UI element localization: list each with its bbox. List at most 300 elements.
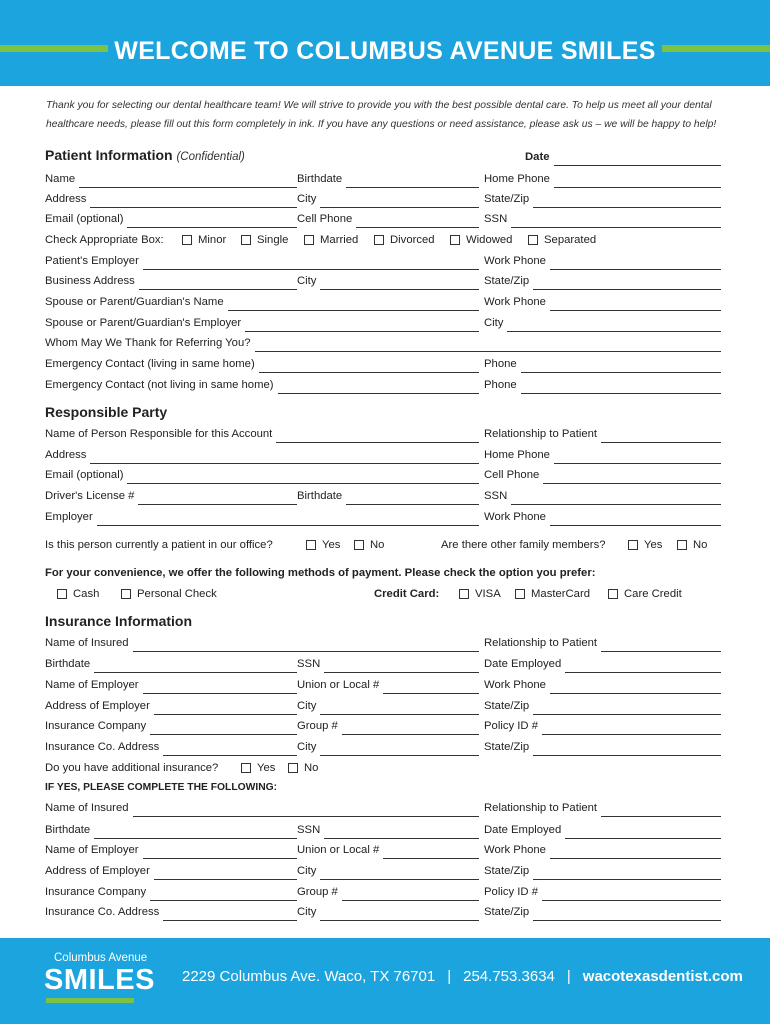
footer-separator: | [566, 968, 571, 985]
row-referral [45, 334, 721, 352]
insured-union-2-field[interactable] [297, 841, 479, 859]
birthdate-label: Birthdate [297, 490, 343, 502]
insured-state-zip-field[interactable] [484, 697, 721, 715]
responsible-home-phone-field[interactable] [484, 446, 721, 464]
checkbox-square[interactable] [306, 540, 316, 550]
checkbox-single[interactable] [241, 231, 288, 249]
row-date [45, 148, 721, 166]
checkbox-personal-check[interactable] [121, 585, 217, 603]
phone-line[interactable] [521, 359, 721, 373]
intro-text [46, 96, 736, 134]
spouse-city-field[interactable] [484, 314, 721, 332]
responsible-relationship-field[interactable] [484, 425, 721, 443]
row-employer [45, 252, 721, 270]
city-label: City [484, 317, 504, 329]
name-label: Name [45, 173, 76, 185]
checkbox-square[interactable] [515, 589, 525, 599]
insured-relationship-2-field[interactable] [484, 799, 721, 817]
emergency-not-phone-field[interactable] [484, 376, 721, 394]
cell-phone-field[interactable] [297, 210, 479, 228]
group-line[interactable] [342, 721, 479, 735]
date-employed-line[interactable] [565, 659, 721, 673]
insured-work-phone-2-field[interactable] [484, 841, 721, 859]
row-address [45, 190, 721, 208]
checkbox-square[interactable] [374, 235, 384, 245]
ssn-line[interactable] [324, 825, 479, 839]
insured-ssn-field[interactable] [297, 655, 479, 673]
date-line[interactable] [554, 152, 722, 166]
state-zip-label: State/Zip [484, 865, 530, 877]
row-insured-employer-2 [45, 841, 721, 859]
patient-employer-field[interactable] [45, 252, 479, 270]
logo-main-text: SMILES [44, 964, 155, 996]
birthdate-line[interactable] [346, 491, 479, 505]
emergency-same-label: Emergency Contact (living in same home) [45, 358, 255, 370]
footer-website-link[interactable]: wacotexasdentist.com [582, 968, 743, 985]
work-phone-field[interactable] [484, 252, 721, 270]
checkbox-square[interactable] [628, 540, 638, 550]
ssn-label: SSN [484, 213, 508, 225]
checkbox-square[interactable] [304, 235, 314, 245]
responsible-address-field[interactable] [45, 446, 479, 464]
spouse-employer-label: Spouse or Parent/Guardian's Employer [45, 317, 242, 329]
company-label: Insurance Company [45, 720, 147, 732]
company-line[interactable] [150, 721, 297, 735]
state-zip-label: State/Zip [484, 906, 530, 918]
row-insured-name [45, 634, 721, 652]
checkbox-separated[interactable] [528, 231, 596, 249]
row-insured-employer-address [45, 697, 721, 715]
insured-date-employed-2-field[interactable] [484, 821, 721, 839]
work-phone-label: Work Phone [484, 296, 546, 308]
checkbox-mastercard[interactable] [515, 585, 590, 603]
date-field[interactable] [525, 148, 721, 166]
insured-employer-address-field[interactable] [45, 697, 297, 715]
email-label: Email (optional) [45, 213, 124, 225]
referral-line[interactable] [255, 338, 721, 352]
checkbox-visa[interactable] [459, 585, 501, 603]
ssn-line[interactable] [324, 659, 479, 673]
row-emergency-not [45, 376, 721, 394]
cell-phone-line[interactable] [543, 470, 721, 484]
responsible-work-phone-field[interactable] [484, 508, 721, 526]
work-phone-line[interactable] [550, 256, 721, 270]
checkbox-square[interactable] [608, 589, 618, 599]
row-responsible-questions [45, 536, 721, 554]
emergency-same-field[interactable] [45, 355, 479, 373]
responsible-name-label: Name of Person Responsible for this Account [45, 428, 273, 440]
option-label: Yes [322, 539, 341, 551]
city-line[interactable] [320, 701, 479, 715]
option-label: Yes [257, 762, 276, 774]
employer-address-line[interactable] [154, 701, 297, 715]
checkbox-square[interactable] [57, 589, 67, 599]
cell-phone-label: Cell Phone [484, 469, 540, 481]
ssn-label: SSN [484, 490, 508, 502]
insurance-state-zip-field[interactable] [484, 738, 721, 756]
employer-label: Employer [45, 511, 93, 523]
row-additional-insurance [45, 759, 721, 777]
row-insurance-address [45, 738, 721, 756]
home-phone-line[interactable] [554, 174, 721, 188]
patient-title-text: Patient Information [45, 147, 173, 163]
row-spouse-employer [45, 314, 721, 332]
insured-name-field[interactable] [45, 634, 479, 652]
state-zip-label: State/Zip [484, 700, 530, 712]
checkbox-square[interactable] [121, 589, 131, 599]
email-field[interactable] [45, 210, 297, 228]
state-zip-line[interactable] [533, 742, 721, 756]
company-address-line[interactable] [163, 742, 297, 756]
responsible-section-title: Responsible Party [45, 404, 168, 420]
current-patient-question: Is this person currently a patient in our office? [45, 539, 273, 551]
option-label: MasterCard [531, 588, 591, 600]
ssn-line[interactable] [511, 214, 721, 228]
company-address-line[interactable] [163, 907, 297, 921]
checkbox-minor[interactable] [182, 231, 226, 249]
checkbox-married[interactable] [304, 231, 358, 249]
option-label: No [304, 762, 319, 774]
union-line[interactable] [383, 845, 479, 859]
emergency-same-line[interactable] [259, 359, 479, 373]
employer-label: Name of Employer [45, 679, 139, 691]
employer-address-label: Address of Employer [45, 700, 150, 712]
checkbox-square[interactable] [450, 235, 460, 245]
logo-top-text: Columbus Avenue [54, 952, 148, 964]
insured-relationship-field[interactable] [484, 634, 721, 652]
city-line[interactable] [320, 194, 479, 208]
option-label: No [370, 539, 385, 551]
policy-line[interactable] [542, 887, 721, 901]
state-zip-label: State/Zip [484, 193, 530, 205]
insured-birthdate-2-field[interactable] [45, 821, 297, 839]
home-phone-label: Home Phone [484, 449, 550, 461]
employer-label: Name of Employer [45, 844, 139, 856]
responsible-name-line[interactable] [276, 429, 479, 443]
row-name [45, 170, 721, 188]
spouse-name-label: Spouse or Parent/Guardian's Name [45, 296, 224, 308]
check-box-label: Check Appropriate Box: [45, 234, 164, 246]
row-insurance-address-2 [45, 903, 721, 921]
footer-address: 2229 Columbus Ave. Waco, TX 76701 [182, 968, 436, 985]
insured-state-zip-2-field[interactable] [484, 862, 721, 880]
birthdate-label: Birthdate [45, 824, 91, 836]
checkbox-square[interactable] [241, 763, 251, 773]
referral-field[interactable] [45, 334, 721, 352]
option-label: Separated [544, 234, 597, 246]
page-title: WELCOME TO COLUMBUS AVENUE SMILES [114, 37, 656, 65]
cell-phone-line[interactable] [356, 214, 479, 228]
checkbox-divorced[interactable] [374, 231, 435, 249]
policy-line[interactable] [542, 721, 721, 735]
insurance-group-2-field[interactable] [297, 883, 479, 901]
row-responsible-address [45, 446, 721, 464]
state-zip-line[interactable] [533, 194, 721, 208]
union-line[interactable] [383, 680, 479, 694]
ssn-label: SSN [297, 824, 321, 836]
page-header [0, 0, 770, 86]
footer-contact [182, 966, 743, 988]
city-line[interactable] [320, 907, 479, 921]
insurance-company-2-field[interactable] [45, 883, 297, 901]
city-line[interactable] [507, 318, 721, 332]
birthdate-line[interactable] [94, 825, 297, 839]
birthdate-field[interactable] [297, 170, 479, 188]
employer-address-label: Address of Employer [45, 865, 150, 877]
responsible-employer-field[interactable] [45, 508, 479, 526]
phone-label: Phone [484, 379, 517, 391]
option-label: Single [257, 234, 289, 246]
patient-title-note: (Confidential) [176, 151, 245, 163]
insurance-state-zip-2-field[interactable] [484, 903, 721, 921]
relationship-label: Relationship to Patient [484, 637, 598, 649]
insurance-group-field[interactable] [297, 717, 479, 735]
emergency-not-line[interactable] [278, 380, 479, 394]
option-label: VISA [475, 588, 501, 600]
responsible-name-field[interactable] [45, 425, 479, 443]
work-phone-label: Work Phone [484, 511, 546, 523]
employer-line[interactable] [143, 256, 479, 270]
insured-employer-2-field[interactable] [45, 841, 297, 859]
option-label: Widowed [466, 234, 513, 246]
company-label: Insurance Company [45, 886, 147, 898]
relationship-label: Relationship to Patient [484, 802, 598, 814]
birthdate-line[interactable] [346, 174, 479, 188]
row-responsible-employer [45, 508, 721, 526]
insurance-company-field[interactable] [45, 717, 297, 735]
email-line[interactable] [127, 214, 297, 228]
row-insured-employer-address-2 [45, 862, 721, 880]
birthdate-label: Birthdate [297, 173, 343, 185]
emergency-not-field[interactable] [45, 376, 479, 394]
state-zip-line[interactable] [533, 866, 721, 880]
date-employed-line[interactable] [565, 825, 721, 839]
company-line[interactable] [150, 887, 297, 901]
insured-city-field[interactable] [297, 697, 479, 715]
business-address-label: Business Address [45, 275, 135, 287]
state-zip-line[interactable] [533, 701, 721, 715]
responsible-ssn-field[interactable] [484, 487, 721, 505]
relationship-line[interactable] [601, 803, 721, 817]
relationship-label: Relationship to Patient [484, 428, 598, 440]
checkbox-care-credit[interactable] [608, 585, 682, 603]
spouse-employer-line[interactable] [245, 318, 479, 332]
city-label: City [297, 906, 317, 918]
row-spouse-name [45, 293, 721, 311]
row-responsible-license [45, 487, 721, 505]
insurance-policy-field[interactable] [484, 717, 721, 735]
company-address-label: Insurance Co. Address [45, 906, 160, 918]
row-insured-birthdate [45, 655, 721, 673]
insured-birthdate-field[interactable] [45, 655, 297, 673]
address-line[interactable] [90, 450, 479, 464]
city-line[interactable] [320, 276, 479, 290]
name-field[interactable] [45, 170, 297, 188]
row-insurance-company-2 [45, 883, 721, 901]
company-address-label: Insurance Co. Address [45, 741, 160, 753]
checkbox-square[interactable] [354, 540, 364, 550]
date-employed-label: Date Employed [484, 824, 562, 836]
work-phone-line[interactable] [550, 512, 721, 526]
checkbox-square[interactable] [677, 540, 687, 550]
insurance-address-2-field[interactable] [45, 903, 297, 921]
group-line[interactable] [342, 887, 479, 901]
employer-line[interactable] [97, 512, 479, 526]
intro-line-2: healthcare needs, please fill out this form completely in ink. If you have any questions or need assistance, please ask us – we will be happy to help! [46, 119, 717, 130]
ssn-line[interactable] [511, 491, 721, 505]
work-phone-line[interactable] [550, 845, 721, 859]
business-city-field[interactable] [297, 272, 479, 290]
insured-name-2-field[interactable] [45, 799, 479, 817]
logo-underline [46, 998, 134, 1003]
city-field[interactable] [297, 190, 479, 208]
credit-card-label: Credit Card: [374, 588, 440, 600]
employer-label: Patient's Employer [45, 255, 139, 267]
intro-line-1: Thank you for selecting our dental healthcare team! We will strive to provide you with the best possible dental care. To help us meet all your dental [46, 100, 712, 111]
employer-line[interactable] [143, 845, 297, 859]
name-line[interactable] [79, 174, 297, 188]
checkbox-family-no[interactable] [677, 536, 707, 554]
insured-city-2-field[interactable] [297, 862, 479, 880]
city-line[interactable] [320, 742, 479, 756]
checkbox-square[interactable] [459, 589, 469, 599]
insurance-city-2-field[interactable] [297, 903, 479, 921]
ssn-label: SSN [297, 658, 321, 670]
work-phone-label: Work Phone [484, 679, 546, 691]
license-line[interactable] [138, 491, 297, 505]
phone-label: Phone [484, 358, 517, 370]
row-emergency-same [45, 355, 721, 373]
drivers-license-field[interactable] [45, 487, 297, 505]
insured-date-employed-field[interactable] [484, 655, 721, 673]
columbus-avenue-smiles-logo [44, 952, 155, 1004]
work-phone-line[interactable] [550, 680, 721, 694]
spouse-work-phone-field[interactable] [484, 293, 721, 311]
footer-phone[interactable]: 254.753.3634 [463, 968, 555, 985]
checkbox-square[interactable] [182, 235, 192, 245]
if-yes-note: IF YES, PLEASE COMPLETE THE FOLLOWING: [45, 782, 278, 793]
spouse-name-line[interactable] [228, 297, 479, 311]
checkbox-additional-no[interactable] [288, 759, 318, 777]
checkbox-family-yes[interactable] [628, 536, 662, 554]
relationship-line[interactable] [601, 638, 721, 652]
row-insurance-company [45, 717, 721, 735]
row-business-address [45, 272, 721, 290]
address-label: Address [45, 193, 87, 205]
city-label: City [297, 193, 317, 205]
checkbox-current-patient-yes[interactable] [306, 536, 340, 554]
work-phone-line[interactable] [550, 297, 721, 311]
spouse-employer-field[interactable] [45, 314, 479, 332]
email-line[interactable] [127, 470, 479, 484]
responsible-cell-phone-field[interactable] [484, 466, 721, 484]
state-zip-field[interactable] [484, 190, 721, 208]
birthdate-label: Birthdate [45, 658, 91, 670]
relationship-line[interactable] [601, 429, 721, 443]
home-phone-field[interactable] [484, 170, 721, 188]
insured-ssn-2-field[interactable] [297, 821, 479, 839]
insured-line[interactable] [133, 638, 479, 652]
insurance-policy-2-field[interactable] [484, 883, 721, 901]
union-label: Union or Local # [297, 844, 380, 856]
checkbox-square[interactable] [528, 235, 538, 245]
option-label: Cash [73, 588, 100, 600]
work-phone-label: Work Phone [484, 255, 546, 267]
option-label: No [693, 539, 708, 551]
option-label: Personal Check [137, 588, 217, 600]
city-label: City [297, 741, 317, 753]
home-phone-line[interactable] [554, 450, 721, 464]
checkbox-widowed[interactable] [450, 231, 512, 249]
row-email [45, 210, 721, 228]
checkbox-square[interactable] [288, 763, 298, 773]
referral-label: Whom May We Thank for Referring You? [45, 337, 251, 349]
phone-line[interactable] [521, 380, 721, 394]
employer-line[interactable] [143, 680, 297, 694]
page-footer [0, 938, 770, 1024]
address-line[interactable] [90, 194, 297, 208]
spouse-name-field[interactable] [45, 293, 479, 311]
cell-phone-label: Cell Phone [297, 213, 353, 225]
insured-employer-field[interactable] [45, 676, 297, 694]
date-employed-label: Date Employed [484, 658, 562, 670]
home-phone-label: Home Phone [484, 173, 550, 185]
insured-work-phone-field[interactable] [484, 676, 721, 694]
insured-union-field[interactable] [297, 676, 479, 694]
insurance-address-field[interactable] [45, 738, 297, 756]
checkbox-current-patient-no[interactable] [354, 536, 384, 554]
group-label: Group # [297, 720, 338, 732]
emergency-not-label: Emergency Contact (not living in same home) [45, 379, 274, 391]
insured-line[interactable] [133, 803, 479, 817]
city-line[interactable] [320, 866, 479, 880]
address-field[interactable] [45, 190, 297, 208]
insurance-city-field[interactable] [297, 738, 479, 756]
policy-label: Policy ID # [484, 886, 538, 898]
business-address-line[interactable] [139, 276, 297, 290]
business-address-field[interactable] [45, 272, 297, 290]
footer-separator: | [447, 968, 452, 985]
state-zip-line[interactable] [533, 276, 721, 290]
row-responsible-email [45, 466, 721, 484]
family-members-question: Are there other family members? [441, 539, 606, 551]
responsible-birthdate-field[interactable] [297, 487, 479, 505]
insured-label: Name of Insured [45, 637, 129, 649]
row-insured-birthdate-2 [45, 821, 721, 839]
license-label: Driver's License # [45, 490, 135, 502]
ssn-field[interactable] [484, 210, 721, 228]
emergency-same-phone-field[interactable] [484, 355, 721, 373]
insured-label: Name of Insured [45, 802, 129, 814]
checkbox-square[interactable] [241, 235, 251, 245]
state-zip-line[interactable] [533, 907, 721, 921]
option-label: Minor [198, 234, 227, 246]
business-state-zip-field[interactable] [484, 272, 721, 290]
birthdate-line[interactable] [94, 659, 297, 673]
state-zip-label: State/Zip [484, 275, 530, 287]
employer-address-line[interactable] [154, 866, 297, 880]
option-label: Care Credit [624, 588, 682, 600]
city-label: City [297, 700, 317, 712]
union-label: Union or Local # [297, 679, 380, 691]
address-label: Address [45, 449, 87, 461]
insured-employer-address-2-field[interactable] [45, 862, 297, 880]
responsible-email-field[interactable] [45, 466, 479, 484]
row-insured-employer [45, 676, 721, 694]
row-payment-options [45, 585, 721, 603]
checkbox-cash[interactable] [57, 585, 99, 603]
checkbox-additional-yes[interactable] [241, 759, 275, 777]
